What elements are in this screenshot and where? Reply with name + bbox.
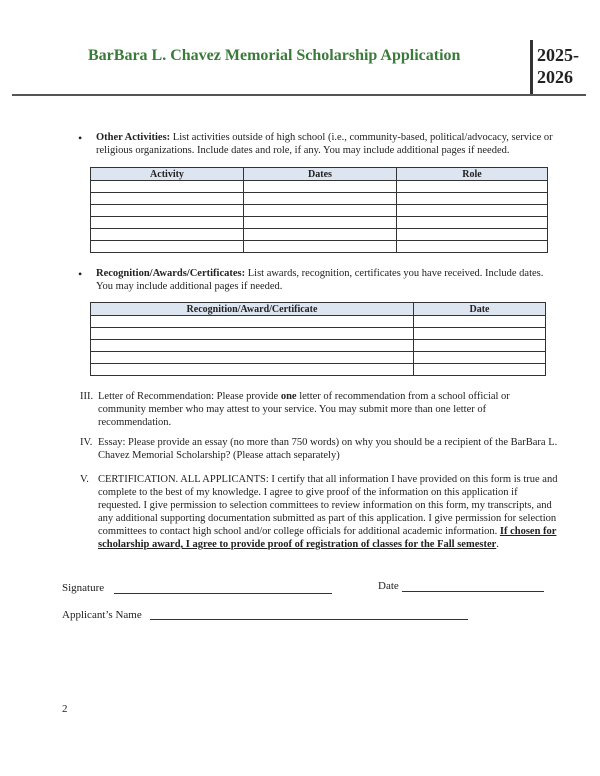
recommendation-text-a: Letter of Recommendation: Please provide	[98, 391, 281, 402]
page-title: BarBara L. Chavez Memorial Scholarship Application	[88, 47, 461, 64]
year-start: 2025-	[537, 45, 579, 65]
table-cell[interactable]	[91, 352, 414, 364]
certification-text	[98, 473, 558, 551]
recognition-description: List awards, recognition, certificates you have received. Include dates. You may include additional pages if needed.	[96, 268, 544, 292]
applicant-name-label: Applicant’s Name	[62, 609, 142, 621]
table-row	[91, 181, 548, 193]
other-activities-label: Other Activities:	[96, 132, 171, 143]
table-cell[interactable]	[414, 340, 546, 352]
table-row	[91, 229, 548, 241]
certification-end: .	[496, 539, 499, 550]
table-cell[interactable]	[244, 217, 397, 229]
table-cell[interactable]	[91, 181, 244, 193]
recognition-label: Recognition/Awards/Certificates:	[96, 268, 246, 279]
table-row	[91, 352, 546, 364]
table-cell[interactable]	[244, 205, 397, 217]
section-number-3: III.	[80, 391, 94, 402]
table-row	[91, 340, 546, 352]
table-cell[interactable]	[91, 205, 244, 217]
table-cell[interactable]	[414, 316, 546, 328]
table-cell[interactable]	[397, 205, 548, 217]
table-row	[91, 217, 548, 229]
table-row	[91, 193, 548, 205]
table-row	[91, 316, 546, 328]
table-row	[91, 364, 546, 376]
date-label: Date	[378, 580, 399, 592]
table-cell[interactable]	[397, 241, 548, 253]
column-header-role: Role	[397, 168, 548, 181]
recommendation-bold: one	[280, 391, 297, 402]
activities-table	[90, 167, 548, 253]
date-field[interactable]	[402, 591, 544, 592]
table-cell[interactable]	[244, 241, 397, 253]
table-cell[interactable]	[414, 352, 546, 364]
signature-label: Signature	[62, 582, 105, 594]
signature-field[interactable]	[114, 593, 332, 594]
table-cell[interactable]	[91, 217, 244, 229]
year-end: 2026	[537, 67, 573, 87]
essay-text: Essay: Please provide an essay (no more than 750 words) on why you should be a recipient of the BarBara L. Chavez Memorial Scholarship? (Please attach separately)	[98, 437, 558, 461]
page-number: 2	[62, 703, 68, 715]
table-cell[interactable]	[244, 181, 397, 193]
column-header-recognition: Recognition/Award/Certificate	[91, 303, 414, 316]
applicant-name-field[interactable]	[150, 619, 468, 620]
table-cell[interactable]	[397, 217, 548, 229]
certification-body: CERTIFICATION. ALL APPLICANTS: I certify that all information I have provided on this form is true and complete to the best of my knowledge. I agree to give proof of the information on this application if requested. I give permission to selection committees to review information on this form, my transcripts, and any additional supporting documentation submitted as part of this application. I give permission for selection committees to contact high school and/or college officials for additional academic information.	[98, 474, 558, 537]
column-header-date: Date	[414, 303, 546, 316]
table-row	[91, 205, 548, 217]
table-row	[91, 328, 546, 340]
recommendation-text	[98, 390, 554, 429]
table-cell[interactable]	[244, 229, 397, 241]
section-number-4: IV.	[80, 437, 93, 448]
table-cell[interactable]	[397, 181, 548, 193]
bullet-icon: •	[78, 131, 83, 145]
table-cell[interactable]	[91, 328, 414, 340]
recommendation-text-b: letter of recommendation from a school official or community member who may attest to your service. You may submit more than one letter of recommendation.	[98, 391, 510, 428]
table-cell[interactable]	[91, 364, 414, 376]
column-header-activity: Activity	[91, 168, 244, 181]
bullet-icon: •	[78, 267, 83, 281]
section-number-5: V.	[80, 474, 89, 485]
title-divider	[530, 40, 533, 96]
table-cell[interactable]	[397, 229, 548, 241]
table-cell[interactable]	[414, 328, 546, 340]
table-cell[interactable]	[91, 340, 414, 352]
recognition-text	[96, 267, 556, 293]
table-row	[91, 241, 548, 253]
other-activities-description: List activities outside of high school (i.e., community-based, political/advocacy, service or religious organizations. Include dates and role, if any. You may include additional pages if needed.	[96, 132, 553, 156]
table-cell[interactable]	[244, 193, 397, 205]
table-cell[interactable]	[91, 316, 414, 328]
table-cell[interactable]	[91, 193, 244, 205]
table-cell[interactable]	[91, 241, 244, 253]
header-rule	[12, 94, 586, 96]
certification-underlined: If chosen for scholarship award, I agree to provide proof of registration of classes for the Fall semester	[98, 526, 557, 550]
table-cell[interactable]	[414, 364, 546, 376]
table-cell[interactable]	[91, 229, 244, 241]
recognition-table	[90, 302, 546, 376]
other-activities-text	[96, 131, 556, 157]
column-header-dates: Dates	[244, 168, 397, 181]
table-cell[interactable]	[397, 193, 548, 205]
